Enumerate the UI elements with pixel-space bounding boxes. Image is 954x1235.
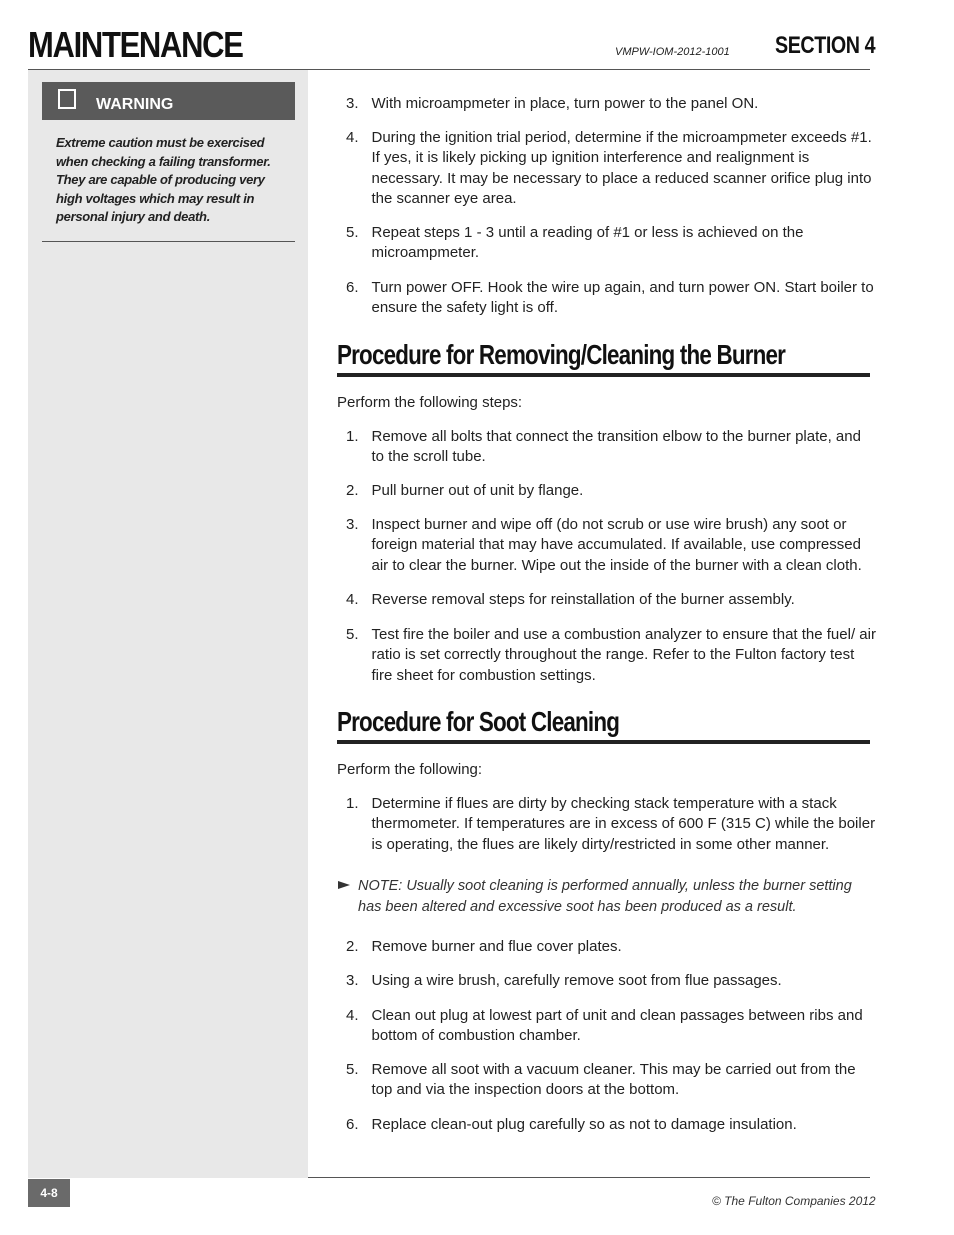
heading-divider	[337, 740, 870, 744]
list-item-number: 4.	[346, 1007, 359, 1024]
list-item-number: 4.	[346, 591, 359, 608]
list-item-text: Turn power OFF. Hook the wire up again, and turn power ON. Start boiler to ensure the safety light is off.	[371, 279, 874, 317]
list-item-number: 2.	[346, 938, 359, 955]
list-item-text: Replace clean-out plug carefully so as not to damage insulation.	[371, 1116, 797, 1133]
list-item-number: 1.	[346, 428, 359, 445]
list-item	[346, 1115, 876, 1135]
list-item	[346, 1060, 876, 1101]
section-heading-soot: Procedure for Soot Cleaning	[337, 706, 620, 737]
list-item-number: 4.	[346, 129, 359, 146]
list-item	[346, 937, 876, 957]
list-item-text: Repeat steps 1 - 3 until a reading of #1 or less is achieved on the microampmeter.	[371, 224, 804, 262]
warning-text: Extreme caution must be exercised when checking a failing transformer. They are capable of producing very high voltages which may result in personal injury and death.	[56, 135, 271, 224]
list-item-text: Reverse removal steps for reinstallation of the burner assembly.	[371, 591, 795, 608]
list-item	[346, 427, 876, 468]
list-item-text: Clean out plug at lowest part of unit and clean passages between ribs and bottom of combustion chamber.	[371, 1007, 863, 1045]
list-item	[346, 278, 876, 319]
list-item-text: Pull burner out of unit by flange.	[371, 482, 584, 499]
list-item	[346, 1006, 876, 1047]
list-item-number: 5.	[346, 224, 359, 241]
section-intro: Perform the following steps:	[337, 394, 523, 411]
list-item	[346, 971, 876, 991]
copyright: © The Fulton Companies 2012	[712, 1194, 876, 1208]
list-item	[346, 625, 876, 686]
section-intro: Perform the following:	[337, 761, 483, 778]
section-label: SECTION 4	[775, 32, 876, 59]
list-item-text: Test fire the boiler and use a combustion analyzer to ensure that the fuel/ air ratio is set correctly throughout the range. Refer to the Fulton factory test fire sheet for combustion settings.	[371, 626, 876, 684]
list-item-number: 3.	[346, 972, 359, 989]
sidebar	[28, 70, 308, 1178]
list-item-number: 5.	[346, 626, 359, 643]
list-item-text: Remove all bolts that connect the transition elbow to the burner plate, and to the scroll tube.	[371, 428, 861, 466]
list-item	[346, 794, 876, 855]
warning-divider	[42, 241, 295, 242]
list-item-text: During the ignition trial period, determine if the microampmeter exceeds #1. If yes, it is likely picking up ignition interference and realignment is necessary. It may be necessary to place a reduced scanner orifice plug into the scanner eye area.	[371, 129, 872, 207]
list-item-number: 6.	[346, 279, 359, 296]
list-item-text: With microampmeter in place, turn power to the panel ON.	[371, 95, 759, 112]
list-item-number: 2.	[346, 482, 359, 499]
page-title: MAINTENANCE	[28, 24, 243, 65]
list-item	[346, 515, 876, 576]
list-item	[346, 590, 876, 610]
document-id: VMPW-IOM-2012-1001	[615, 46, 730, 58]
list-item	[346, 223, 876, 264]
arrow-right-icon	[338, 881, 350, 889]
list-item	[346, 128, 876, 209]
list-item-text: Using a wire brush, carefully remove soot from flue passages.	[371, 972, 782, 989]
note-text: NOTE: Usually soot cleaning is performed annually, unless the burner setting has been altered and excessive soot has been produced as a result.	[358, 878, 852, 915]
list-item-text: Remove burner and flue cover plates.	[371, 938, 622, 955]
list-item-number: 1.	[346, 795, 359, 812]
list-item	[346, 481, 876, 501]
checkbox-icon	[58, 89, 76, 109]
list-item-number: 6.	[346, 1116, 359, 1133]
list-item-number: 5.	[346, 1061, 359, 1078]
page-number: 4-8	[28, 1179, 70, 1207]
heading-divider	[337, 373, 870, 377]
warning-header	[42, 82, 295, 120]
list-item-text: Determine if flues are dirty by checking stack temperature with a stack thermometer. If temperatures are in excess of 600 F (315 C) while the boiler is operating, the flues are likely dirty/restricted in some other manner.	[371, 795, 876, 853]
warning-title: WARNING	[96, 96, 174, 113]
list-item-number: 3.	[346, 95, 359, 112]
list-item-text: Remove all soot with a vacuum cleaner. This may be carried out from the top and via the inspection doors at the bottom.	[371, 1061, 856, 1099]
footer-divider	[308, 1177, 870, 1178]
list-item-text: Inspect burner and wipe off (do not scrub or use wire brush) any soot or foreign material that may have accumulated. If available, use compressed air to clear the burner. Wipe out the inside of the burner with a clean cloth.	[371, 516, 862, 574]
list-item-number: 3.	[346, 516, 359, 533]
section-heading-burner: Procedure for Removing/Cleaning the Burner	[337, 339, 786, 370]
list-item	[346, 94, 876, 114]
